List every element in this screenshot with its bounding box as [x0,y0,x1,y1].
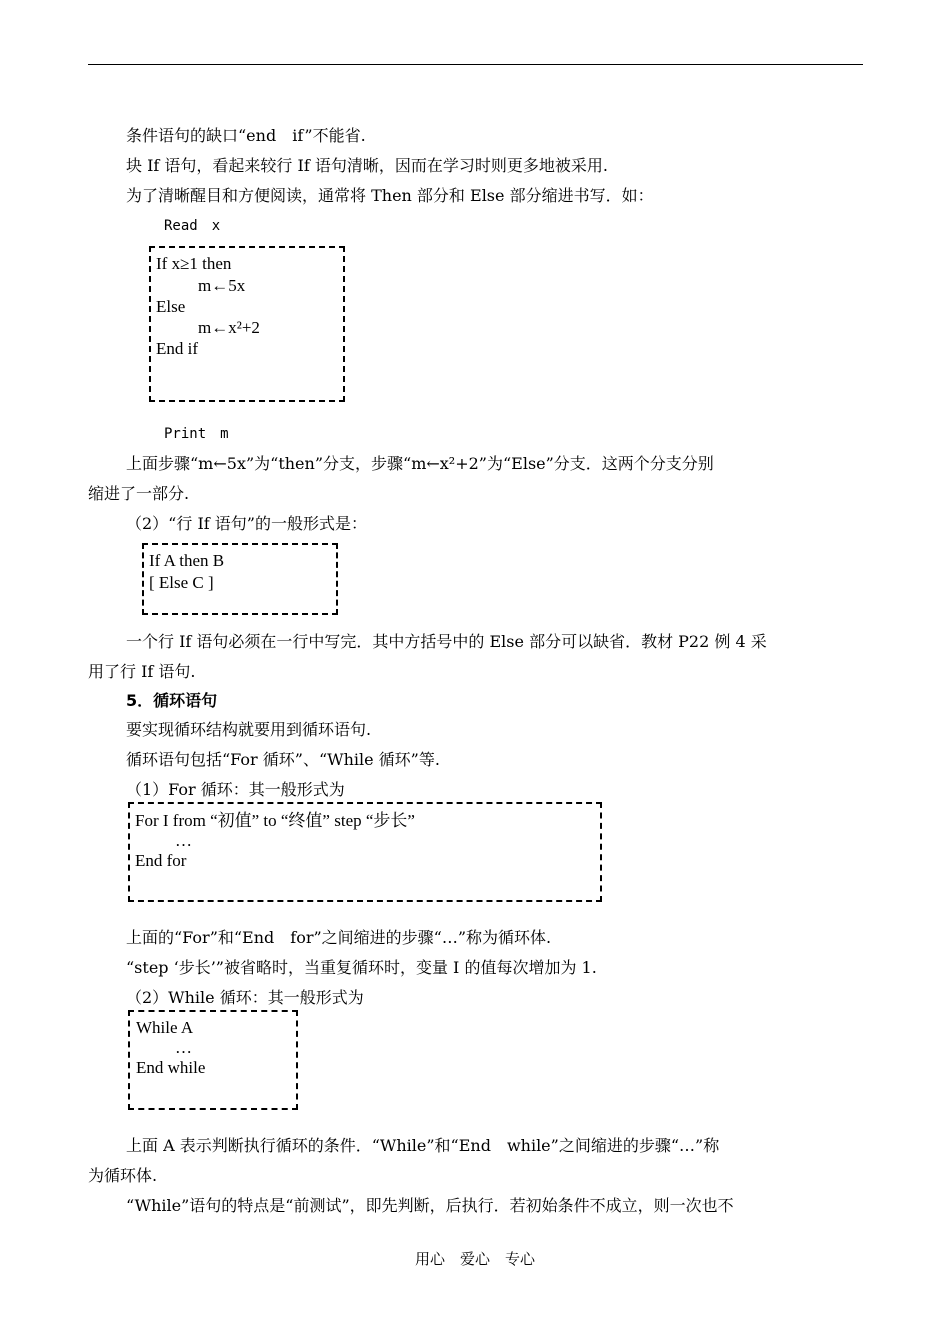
paragraph-9: （1）For 循环：其一般形式为 [126,780,345,799]
while-loop-line-3: End while [136,1058,206,1077]
paragraph-13-line-1: 上面 A 表示判断执行循环的条件．“While”和“End while”之间缩进的步骤“…”称 [126,1136,720,1155]
if-block-line-5: End if [156,339,199,358]
paragraph-5: （2）“行 If 语句”的一般形式是： [126,514,367,533]
paragraph-10: 上面的“For”和“End for”之间缩进的步骤“…”称为循环体. [126,928,552,947]
if-block-line-1: If x≥1 then [156,254,232,273]
for-loop-line-1: For I from “初值” to “终值” step “步长” [135,811,415,830]
paragraph-7: 要实现循环结构就要用到循环语句. [126,720,372,739]
paragraph-6-line-1: 一个行 If 语句必须在一行中写完．其中方括号中的 Else 部分可以缺省．教材 P22 例 4 采 [126,632,767,651]
header-rule [88,64,863,65]
while-loop-line-2: … [175,1038,192,1057]
paragraph-4-line-1: 上面步骤“m←5x”为“then”分支，步骤“m←x²+2”为“Else”分支．这两个分支分别 [126,454,714,473]
section-heading-5: 5．循环语句 [126,691,218,710]
if-block-line-4: m←x²+2 [198,318,260,337]
line-if-line-1: If A then B [149,551,225,570]
paragraph-4-line-2: 缩进了一部分. [88,484,190,503]
paragraph-6-line-2: 用了行 If 语句. [88,662,196,681]
line-if-line-2: [ Else C ] [149,573,214,592]
paragraph-12: （2）While 循环：其一般形式为 [126,988,364,1007]
paragraph-2: 块 If 语句，看起来较行 If 语句清晰，因而在学习时则更多地被采用. [126,156,608,175]
if-block-line-2: m←5x [198,276,246,295]
paragraph-3: 为了清晰醒目和方便阅读，通常将 Then 部分和 Else 部分缩进书写．如： [126,186,654,205]
print-line: Print m [164,426,229,442]
paragraph-1: 条件语句的缺口“end if”不能省. [126,126,366,145]
paragraph-8: 循环语句包括“For 循环”、“While 循环”等. [126,750,440,769]
page-footer: 用心 爱心 专心 [414,1250,535,1268]
paragraph-11: “step ‘步长’”被省略时，当重复循环时，变量 I 的值每次增加为 1. [126,958,597,977]
read-line: Read x [164,218,221,234]
for-loop-line-3: End for [135,851,187,870]
paragraph-13-line-2: 为循环体. [88,1166,158,1185]
paragraph-14: “While”语句的特点是“前测试”，即先判断，后执行．若初始条件不成立，则一次也不 [126,1196,734,1215]
for-loop-line-2: … [175,831,192,850]
while-loop-line-1: While A [136,1018,194,1037]
if-block-line-3: Else [156,297,186,316]
